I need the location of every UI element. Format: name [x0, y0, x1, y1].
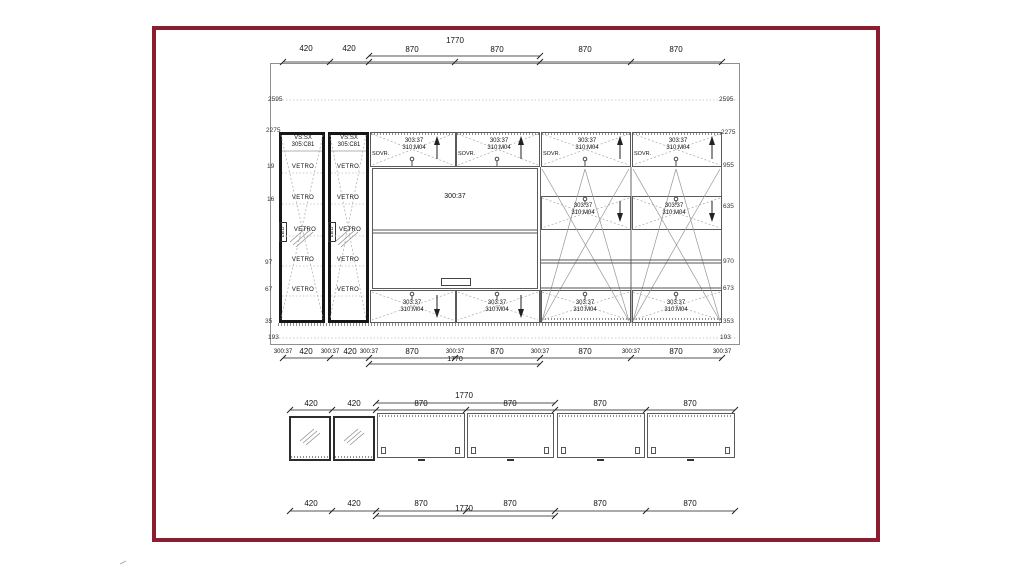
dim-label: 420 — [304, 399, 318, 408]
height-label: 35 — [265, 318, 273, 325]
led-label: LED — [329, 226, 335, 238]
shelf-label: VETRO — [336, 287, 360, 293]
depth-code: 300:37 — [359, 349, 379, 355]
unit-code: 310:M04 — [400, 307, 424, 313]
height-label: 67 — [265, 286, 273, 293]
height-label: 673 — [723, 285, 734, 292]
unit-code: 303:37 — [489, 138, 509, 144]
height-label: 955 — [723, 162, 734, 169]
unit-code: 310:M04 — [666, 145, 690, 151]
tv-bay-code: 300:37 — [444, 193, 466, 200]
unit-code: 310:M04 — [575, 145, 599, 151]
unit-code: 303:37 — [577, 138, 597, 144]
height-label: 97 — [265, 259, 273, 266]
cabinet-code: 305:C81 — [337, 142, 361, 148]
depth-code: 300:37 — [445, 349, 465, 355]
cabinet-code: 305:C81 — [291, 142, 315, 148]
height-label: 2595 — [719, 96, 734, 103]
unit-code: 303:37 — [575, 300, 595, 306]
dim-overall-label: 1770 — [447, 356, 463, 363]
dim-label: 420 — [342, 44, 356, 53]
dim-label: 870 — [503, 399, 517, 408]
flap-label: SOVR. — [634, 151, 652, 157]
dim-label: 870 — [683, 399, 697, 408]
shelf-label: VETRO — [291, 195, 315, 201]
unit-code: 303:37 — [402, 300, 422, 306]
unit-code: 303:37 — [573, 203, 593, 209]
shelf-label: VETRO — [338, 227, 362, 233]
dim-label: 870 — [490, 45, 504, 54]
depth-code: 300:37 — [273, 349, 293, 355]
shelf-label: VETRO — [336, 164, 360, 170]
height-label: 970 — [723, 258, 734, 265]
dim-overall-label: 1770 — [455, 391, 473, 400]
shelf-label: VETRO — [336, 257, 360, 263]
shelf-label: VETRO — [291, 164, 315, 170]
led-label: LED — [280, 226, 286, 238]
handle-icon — [410, 157, 678, 300]
dim-label: 420 — [299, 347, 313, 356]
depth-code: 300:37 — [621, 349, 641, 355]
dim-label: 870 — [414, 399, 428, 408]
unit-code: 310:M04 — [487, 145, 511, 151]
depth-code: 300:37 — [320, 349, 340, 355]
height-label: 2275 — [266, 127, 281, 134]
shelf-label: VETRO — [293, 227, 317, 233]
dim-overall-label: 1770 — [455, 504, 473, 513]
cabinet-code: VS:SX — [294, 135, 312, 141]
unit-code: 303:37 — [668, 138, 688, 144]
dim-label: 870 — [593, 399, 607, 408]
dim-overall-label: 1770 — [446, 36, 464, 45]
height-label: 16 — [267, 196, 275, 203]
unit-code: 303:37 — [404, 138, 424, 144]
unit-code: 303:37 — [666, 300, 686, 306]
depth-code: 300:37 — [712, 349, 732, 355]
dim-label: 870 — [405, 45, 419, 54]
height-label: 2275 — [721, 129, 736, 136]
shelf-label: VETRO — [291, 287, 315, 293]
height-label: 2595 — [268, 96, 283, 103]
dimension-lines — [283, 56, 735, 516]
stray-mark — [120, 561, 126, 564]
dim-label: 870 — [683, 499, 697, 508]
dim-label: 420 — [304, 499, 318, 508]
depth-code: 300:37 — [530, 349, 550, 355]
height-label: 19 — [267, 163, 275, 170]
unit-code: 310:M04 — [662, 210, 686, 216]
flap-label: SOVR. — [372, 151, 390, 157]
unit-code: 310:M04 — [573, 307, 597, 313]
dim-label: 870 — [405, 347, 419, 356]
dimension-ticks — [280, 53, 738, 519]
dim-label: 870 — [503, 499, 517, 508]
unit-code: 310:M04 — [485, 307, 509, 313]
height-label: 635 — [723, 203, 734, 210]
shelf-label: VETRO — [291, 257, 315, 263]
height-label: 193 — [268, 334, 279, 341]
dim-label: 420 — [343, 347, 357, 356]
unit-code: 303:37 — [487, 300, 507, 306]
unit-code: 310:M04 — [571, 210, 595, 216]
height-label: 353 — [723, 318, 734, 325]
dim-label: 870 — [578, 45, 592, 54]
dim-label: 870 — [578, 347, 592, 356]
flap-label: SOVR. — [458, 151, 476, 157]
shelf-lines — [282, 151, 366, 296]
unit-code: 303:37 — [664, 203, 684, 209]
dim-label: 420 — [347, 399, 361, 408]
dim-label: 870 — [490, 347, 504, 356]
dim-label: 870 — [669, 45, 683, 54]
flap-label: SOVR. — [543, 151, 561, 157]
unit-code: 310:M04 — [402, 145, 426, 151]
dim-label: 870 — [414, 499, 428, 508]
dim-label: 420 — [299, 44, 313, 53]
cabinet-code: VS:SX — [340, 135, 358, 141]
unit-code: 310:M04 — [664, 307, 688, 313]
dim-label: 870 — [669, 347, 683, 356]
dim-label: 420 — [347, 499, 361, 508]
dim-label: 870 — [593, 499, 607, 508]
height-label: 193 — [720, 334, 731, 341]
shelf-label: VETRO — [336, 195, 360, 201]
